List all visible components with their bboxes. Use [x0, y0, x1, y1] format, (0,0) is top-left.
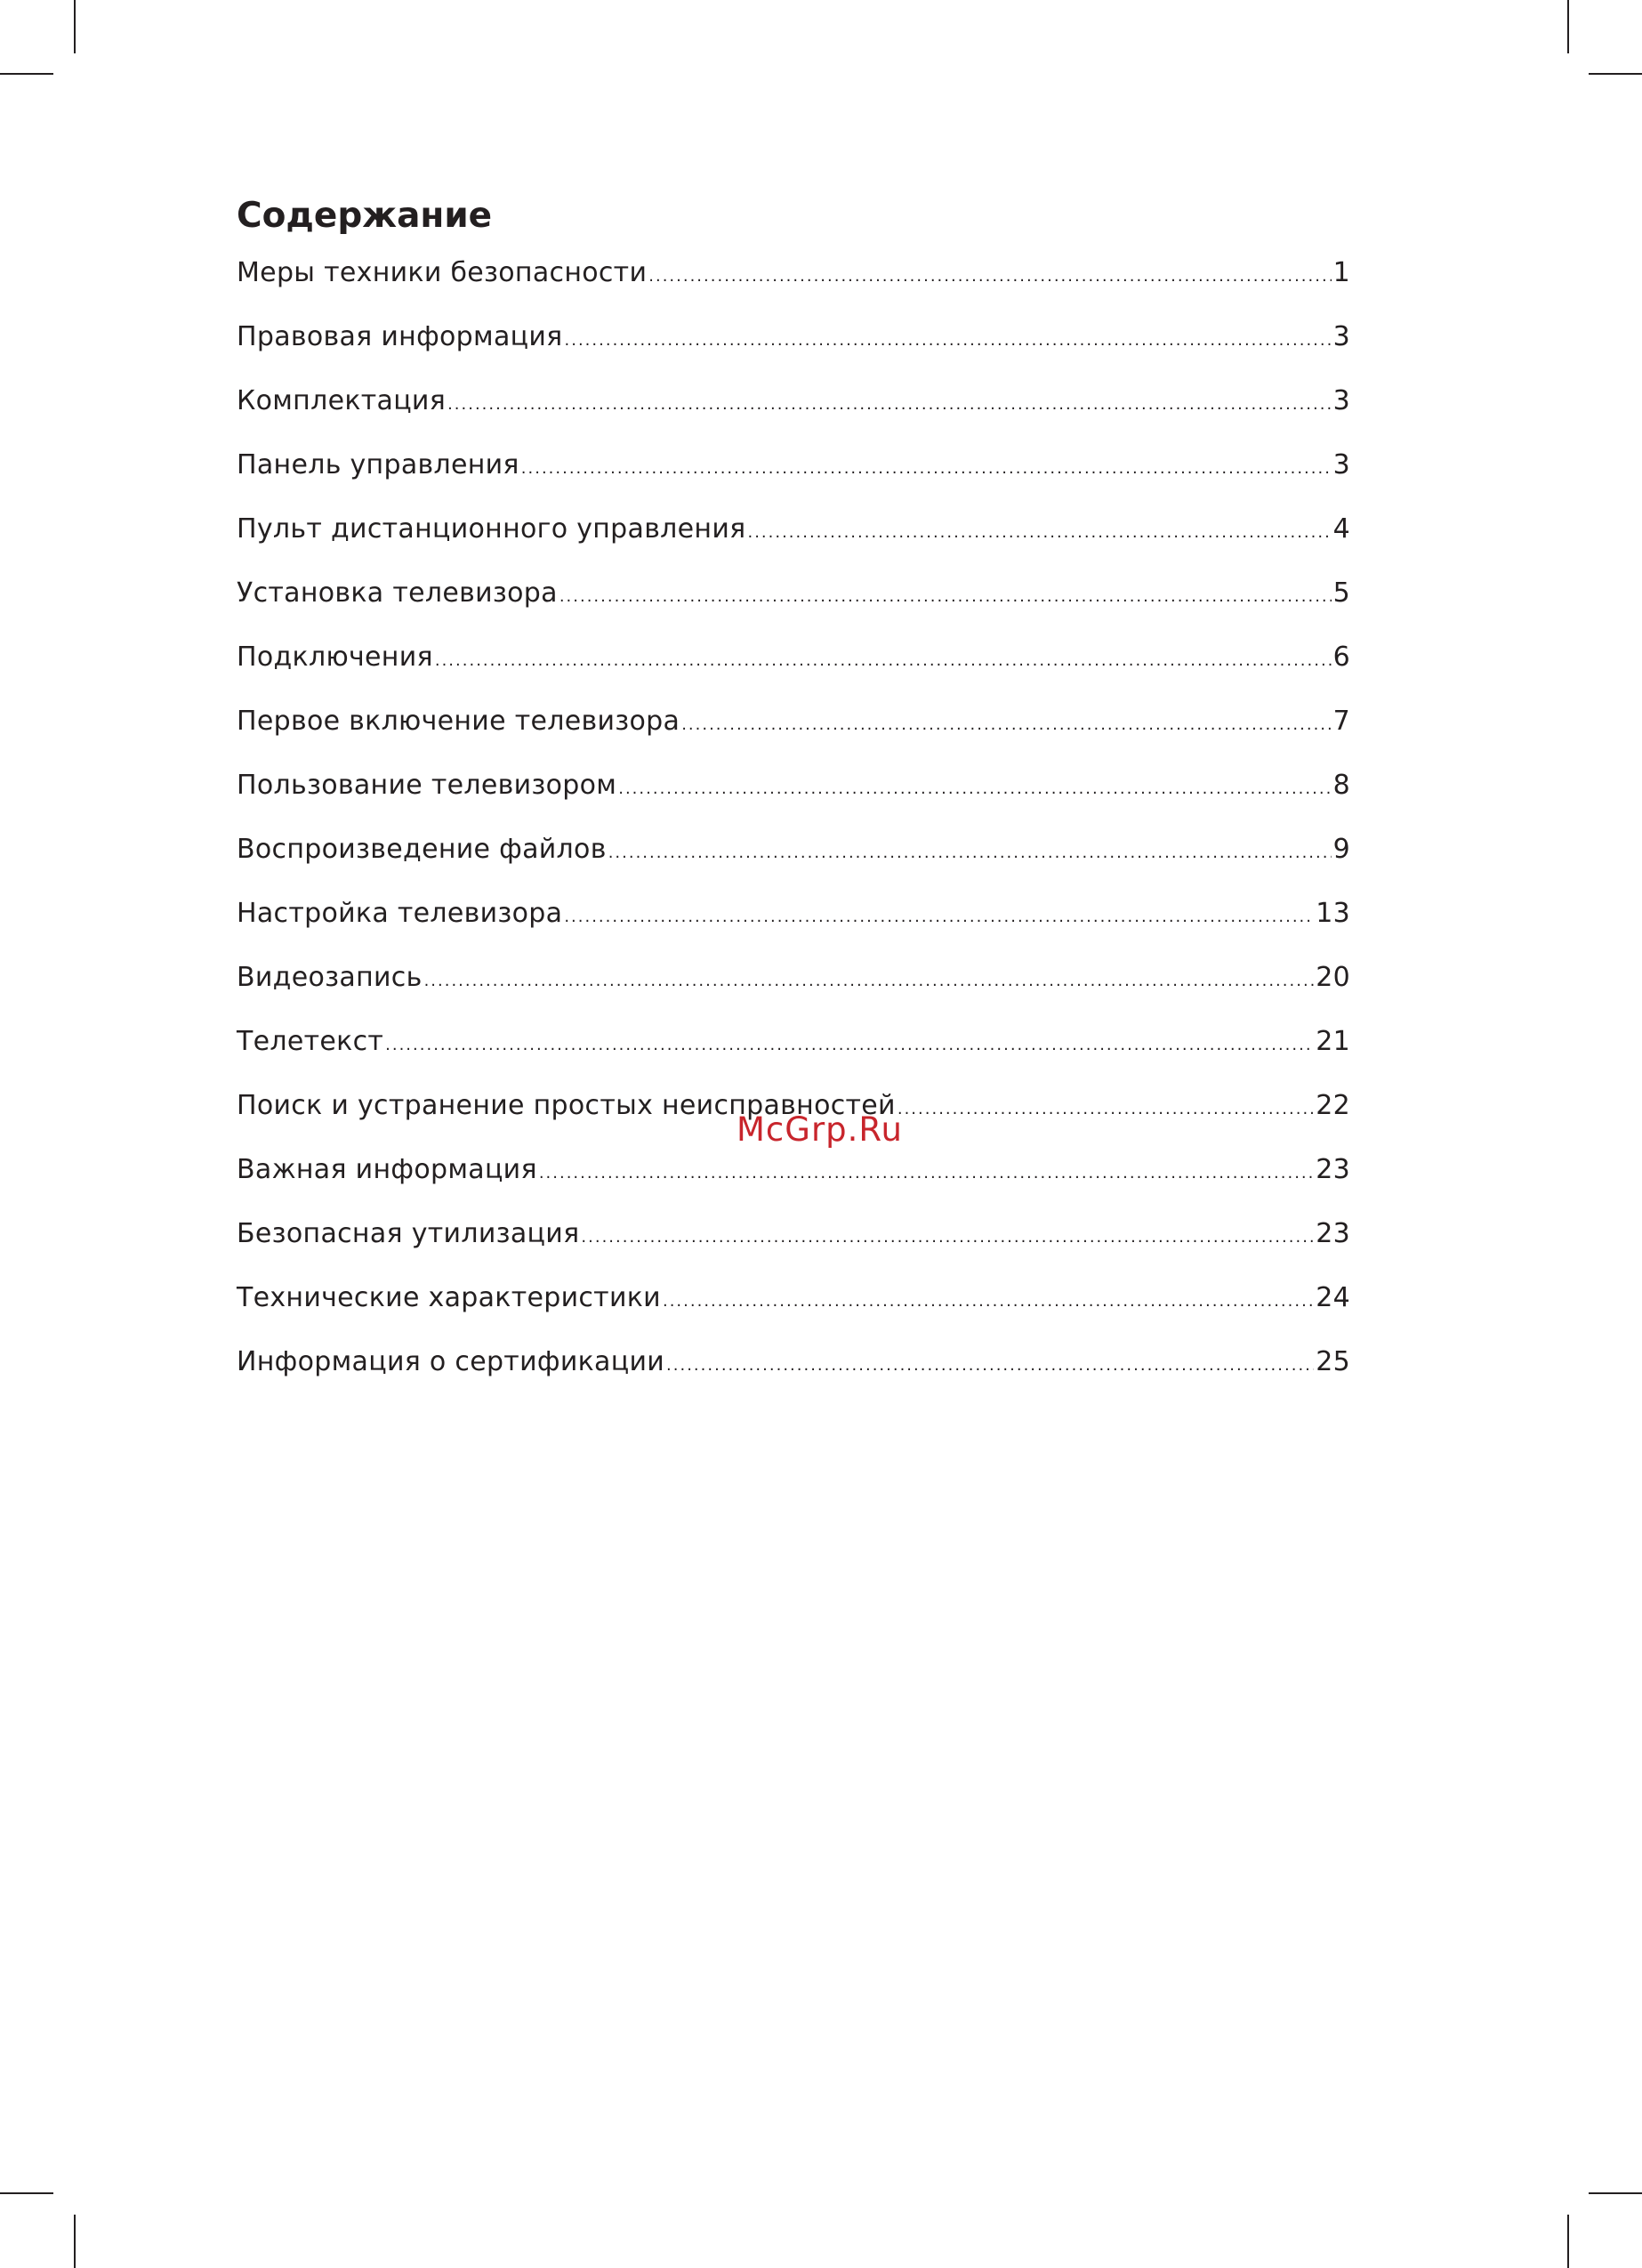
toc-dot-leader — [447, 385, 1332, 424]
toc-dot-leader — [424, 962, 1315, 1001]
crop-mark-bottom-left-horizontal — [0, 2192, 53, 2194]
toc-entry-page-number: 9 — [1332, 834, 1350, 865]
toc-entry-page-number: 24 — [1316, 1282, 1350, 1313]
toc-entry-page-number: 21 — [1316, 1026, 1350, 1057]
toc-entry[interactable] — [237, 894, 1350, 958]
toc-entry-label: Первое включение телевизора — [237, 706, 680, 737]
toc-entry[interactable] — [237, 766, 1350, 830]
crop-mark-bottom-right-horizontal — [1589, 2192, 1642, 2194]
toc-entry-label: Воспроизведение файлов — [237, 834, 607, 865]
toc-entry-page-number: 25 — [1316, 1346, 1350, 1377]
toc-entry-page-number: 23 — [1316, 1218, 1350, 1249]
toc-entry[interactable] — [237, 702, 1350, 766]
toc-entry-label: Пользование телевизором — [237, 770, 617, 801]
toc-entry-label: Поиск и устранение простых неисправностей — [237, 1090, 896, 1121]
toc-dot-leader — [559, 577, 1332, 617]
toc-entry-label: Комплектация — [237, 385, 447, 416]
toc-dot-leader — [666, 1346, 1314, 1385]
toc-dot-leader — [897, 1090, 1314, 1129]
toc-entry-label: Важная информация — [237, 1154, 537, 1185]
toc-dot-leader — [681, 706, 1331, 745]
toc-entry-label: Подключения — [237, 642, 433, 673]
toc-entry-label: Безопасная утилизация — [237, 1218, 580, 1249]
toc-dot-leader — [539, 1154, 1314, 1193]
toc-entry-page-number: 3 — [1332, 321, 1350, 352]
crop-mark-bottom-left-vertical — [74, 2215, 76, 2268]
toc-entry-label: Панель управления — [237, 449, 519, 480]
toc-entry[interactable] — [237, 254, 1350, 318]
toc-entry-page-number: 7 — [1332, 706, 1350, 737]
toc-entry-label: Пульт дистанционного управления — [237, 513, 746, 545]
table-of-contents — [237, 191, 1350, 1407]
toc-entry-page-number: 6 — [1332, 642, 1350, 673]
toc-entry[interactable] — [237, 958, 1350, 1022]
toc-entry-label: Технические характеристики — [237, 1282, 661, 1313]
toc-entry[interactable] — [237, 510, 1350, 574]
toc-entry-page-number: 13 — [1316, 898, 1350, 929]
toc-dot-leader — [648, 257, 1331, 296]
toc-entry[interactable] — [237, 1343, 1350, 1407]
crop-mark-top-right-horizontal — [1589, 73, 1642, 75]
toc-entry-page-number: 3 — [1332, 385, 1350, 416]
toc-entry[interactable] — [237, 1279, 1350, 1343]
toc-entry-page-number: 3 — [1332, 449, 1350, 480]
toc-dot-leader — [663, 1282, 1314, 1321]
toc-entry-label: Видеозапись — [237, 962, 423, 993]
toc-entry[interactable] — [237, 1150, 1350, 1215]
crop-mark-top-left-vertical — [74, 0, 76, 53]
crop-mark-top-left-horizontal — [0, 73, 53, 75]
toc-dot-leader — [565, 321, 1332, 360]
watermark: McGrp.Ru — [736, 1110, 903, 1149]
toc-entry[interactable] — [237, 382, 1350, 446]
toc-entry[interactable] — [237, 318, 1350, 382]
toc-dot-leader — [618, 770, 1331, 809]
toc-entry-label: Установка телевизора — [237, 577, 558, 609]
toc-entry[interactable] — [237, 446, 1350, 510]
toc-entry-label: Информация о сертификации — [237, 1346, 665, 1377]
toc-entry-label: Правовая информация — [237, 321, 563, 352]
toc-entry[interactable] — [237, 638, 1350, 702]
toc-entry[interactable] — [237, 1022, 1350, 1086]
toc-entry-page-number: 4 — [1332, 513, 1350, 545]
toc-dot-leader — [564, 898, 1314, 937]
crop-mark-top-right-vertical — [1567, 0, 1569, 53]
toc-dot-leader — [747, 513, 1331, 553]
toc-entry[interactable] — [237, 1215, 1350, 1279]
toc-entry[interactable] — [237, 830, 1350, 894]
toc-entry-page-number: 5 — [1332, 577, 1350, 609]
toc-dot-leader — [435, 642, 1332, 681]
toc-entry-label: Настройка телевизора — [237, 898, 563, 929]
toc-dot-leader — [608, 834, 1332, 873]
toc-title: Содержание — [237, 196, 493, 236]
toc-entry-page-number: 23 — [1316, 1154, 1350, 1185]
toc-entry-page-number: 20 — [1316, 962, 1350, 993]
toc-entry-label: Меры техники безопасности — [237, 257, 648, 288]
toc-entry[interactable] — [237, 574, 1350, 638]
toc-entry-page-number: 8 — [1332, 770, 1350, 801]
toc-dot-leader — [385, 1026, 1314, 1065]
toc-list — [237, 254, 1350, 1407]
crop-mark-bottom-right-vertical — [1567, 2215, 1569, 2268]
toc-entry-page-number: 22 — [1316, 1090, 1350, 1121]
toc-dot-leader — [581, 1218, 1314, 1257]
toc-entry-page-number: 1 — [1332, 257, 1350, 288]
toc-entry-label: Телетекст — [237, 1026, 384, 1057]
toc-dot-leader — [521, 449, 1332, 488]
